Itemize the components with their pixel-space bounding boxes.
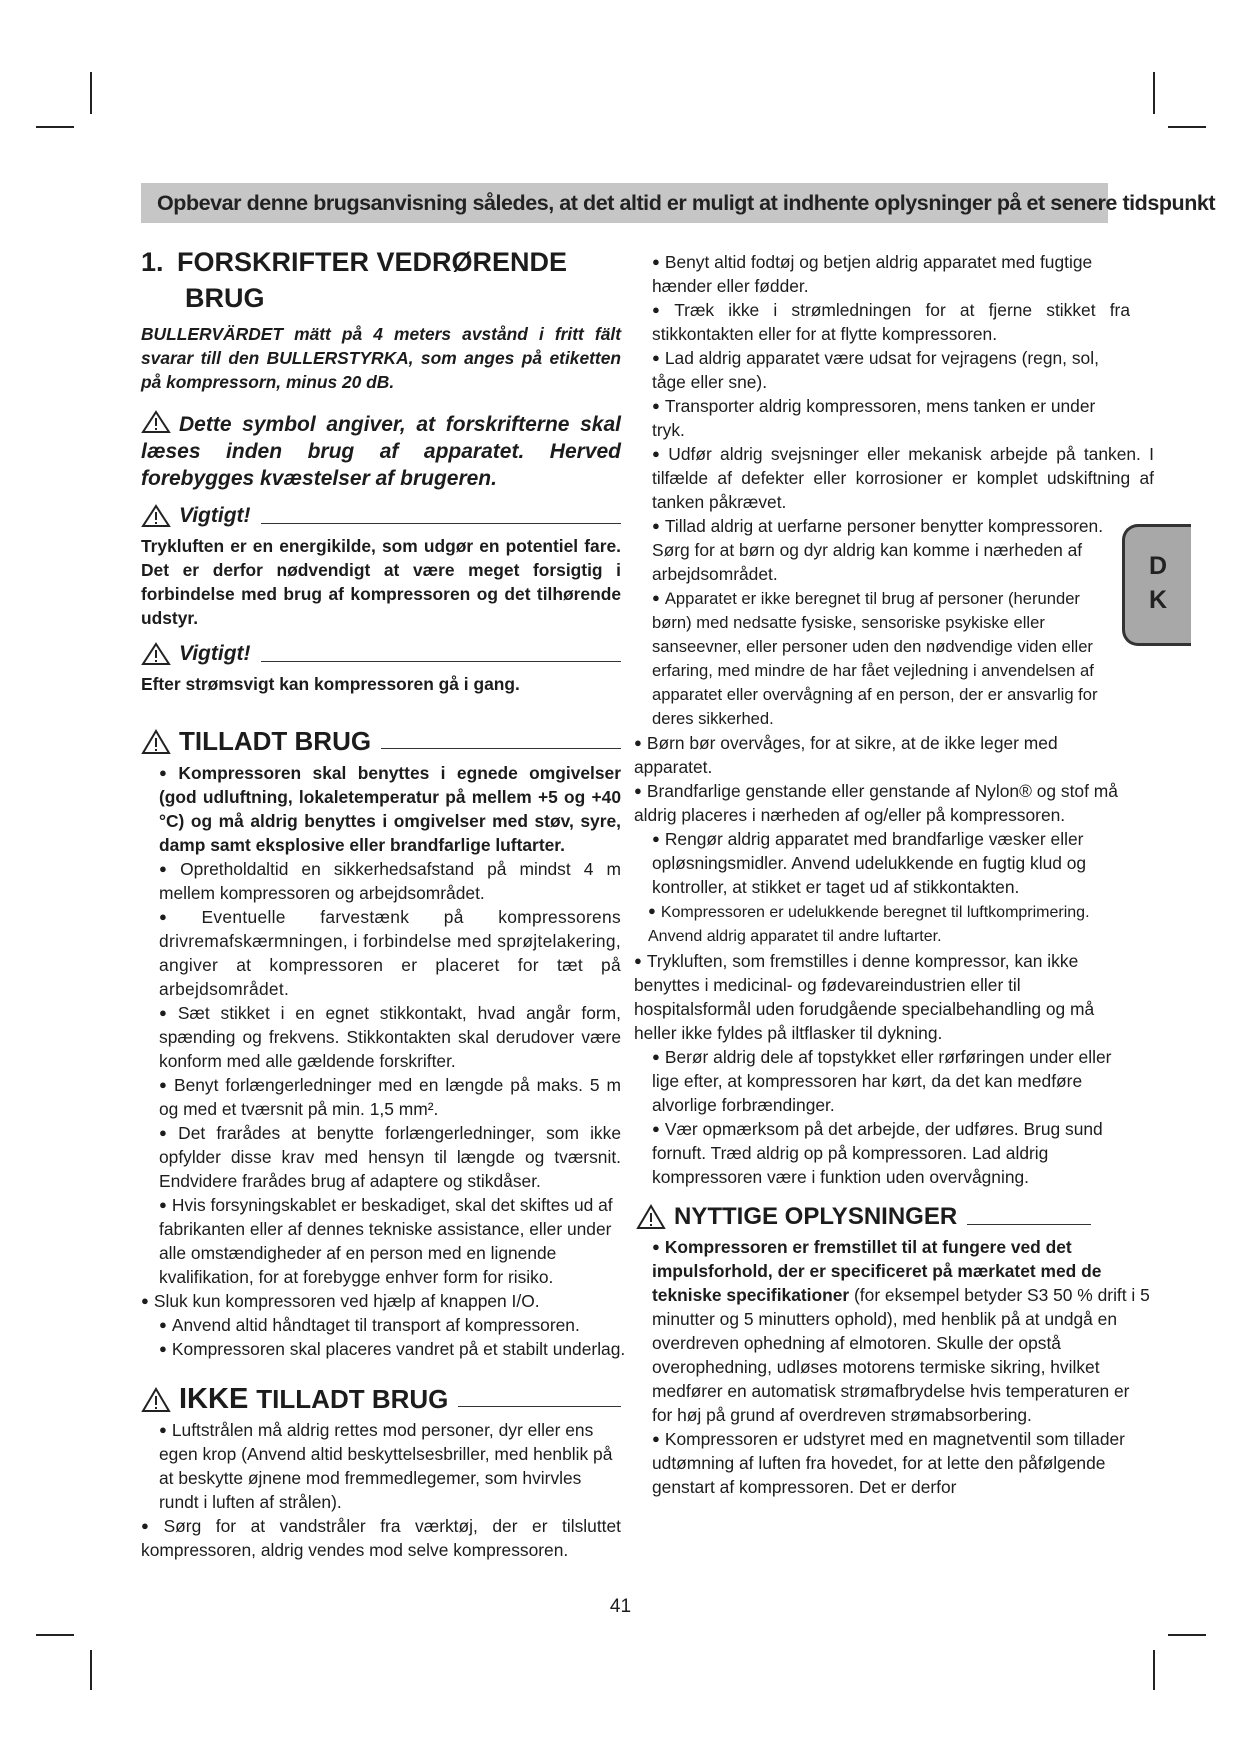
list-item: ● Sluk kun kompressoren ved hjælp af knappen I/O. [141,1291,540,1311]
allowed-use-heading: TILLADT BRUG [141,726,621,757]
warning-triangle-icon [141,642,171,666]
list-item: ● Udfør aldrig svejsninger eller mekanisk arbejde på tanken. I tilfælde af defekter eller korrosioner er komplet udskiftning af tanken påkrævet. [652,444,1154,512]
useful-paragraph-2: ● Kompressoren er udstyret med en magnetventil som tillader udtømning af luften fra hovedet, for at lette den påfølgende genstart af kompressoren. Det er derfor [652,1429,1125,1497]
allowed-list [141,761,626,1361]
heading-rule [967,1210,1091,1225]
warning-triangle-icon [141,410,171,434]
list-item: ● Brandfarlige genstande eller genstande af Nylon® og stof må aldrig placeres i nærheden af og/eller på kompressoren. [634,781,1118,825]
heading-rule [261,647,621,662]
heading-rule [381,734,621,749]
list-item: ● Kompressoren skal placeres vandret på et stabilt underlag. [159,1339,626,1359]
list-item: ● Rengør aldrig apparatet med brandfarlige væsker eller opløsningsmidler. Anvend udelukkende en fugtig klud og kontroller, at stikket er taget ud af stikkontakten. [652,829,1087,897]
list-item: ● Tillad aldrig at uerfarne personer benytter kompressoren. Sørg for at børn og dyr aldrig kan komme i nærheden af arbejdsområdet. [652,516,1104,584]
useful-info-heading: NYTTIGE OPLYSNINGER [636,1203,1091,1231]
list-item: ● Apparatet er ikke beregnet til brug af personer (herunder børn) med nedsatte fysiske, sensoriske psykiske eller sanseevner, eller personer uden den nødvendige viden eller erfaring, med mindre de har fået vejledning i anvendelsen af apparatet eller overvågning af en person, der er ansvarlig for deres sikkerhed. [652,589,1098,728]
crop-mark [1153,1650,1155,1690]
list-item: ● Benyt altid fodtøj og betjen aldrig apparatet med fugtige hænder eller fødder. [652,252,1093,296]
not-allowed-list [141,1418,621,1562]
crop-mark [36,1634,74,1636]
warning-triangle-icon [141,504,171,528]
list-item: ● Sæt stikket i en egnet stikkontakt, hvad angår form, spænding og frekvens. Stikkontakten skal derudover være konform med alle gældende forskrifter. [159,1003,621,1071]
list-item: ● Benyt forlængerledninger med en længde på maks. 5 m og med et tværsnit på min. 1,5 mm². [159,1075,621,1119]
header-banner: Opbevar denne brugsanvisning således, at det altid er muligt at indhente oplysninger på et senere tidspunkt [141,183,1108,223]
useful-paragraph-1: ● Kompressoren er fremstillet til at fungere ved det impulsforhold, der er specificeret på mærkatet med de tekniske specifikationer (for eksempel betyder S3 50 % drift i 5 minutter og 5 minutters ophold), med henblik på at undgå en overdreven ophedning af elmotoren. Skulle der opstå overophedning, udløses motorens termiske sikring, hvilket medfører en automatisk strømafbrydelse hvis temperaturen er for høj på grund af overdreven strømabsorbering. [652,1237,1150,1425]
noise-note: BULLERVÄRDET mätt på 4 meters avstånd i fritt fält svarar till den BULLERSTYRKA, som anges på etiketten på kompressorn, minus 20 dB. [141,324,621,392]
list-item: ● Trykluften, som fremstilles i denne kompressor, kan ikke benyttes i medicinal- og fødevareindustrien eller til hospitalsformål uden forudgående specialbehandling og må heller ikke fyldes på iltflasker til dykning. [634,951,1095,1043]
list-item: ● Træk ikke i strømledningen for at fjerne stikket fra stikkontakten eller for at flytte kompressoren. [652,300,1131,344]
important-text-1: Trykluften er en energikilde, som udgør en potentiel fare. Det er derfor nødvendigt at være meget forsigtig i forbindelse med brug af kompressoren og det tilhørende udstyr. [141,536,621,628]
list-item: ● Lad aldrig apparatet være udsat for vejragens (regn, sol, tåge eller sne). [652,348,1099,392]
crop-mark [1153,72,1155,114]
important-heading-2: Vigtigt! [141,642,621,666]
language-tab: D K [1122,524,1191,646]
list-item: ● Anvend altid håndtaget til transport af kompressoren. [159,1315,580,1335]
warning-triangle-icon [141,729,171,755]
heading-rule [458,1392,621,1407]
page-number: 41 [609,1596,632,1617]
list-item: ● Opretholdaltid en sikkerhedsafstand på mindst 4 m mellem kompressoren og arbejdsområdet. [159,859,621,903]
not-allowed-heading: IKKE TILLADT BRUG [141,1383,621,1416]
list-item: ● Transporter aldrig kompressoren, mens tanken er under tryk. [652,396,1096,440]
crop-mark [36,126,74,128]
list-item: ● Hvis forsyningskablet er beskadiget, skal det skiftes ud af fabrikanten eller af dennes tekniske assistance, eller under alle omstændigheder af en person med en lignende kvalifikation, for at forebygge enhver form for risiko. [159,1195,613,1287]
list-item: ● Sørg for at vandstråler fra værktøj, der er tilsluttet kompressoren, aldrig vendes mod selve kompressoren. [141,1516,621,1560]
crop-mark [1168,1634,1206,1636]
warning-triangle-icon [141,1387,171,1413]
crop-mark [1168,126,1206,128]
right-column [634,250,1154,1499]
safety-list [634,250,1154,1189]
symbol-note: Dette symbol angiver, at forskrifterne skal læses inden brug af apparatet. Herved forebygges kvæstelser af brugeren. [141,410,621,492]
important-text-2: Efter strømsvigt kan kompressoren gå i gang. [141,674,520,694]
left-column [141,244,626,1562]
list-item: ● Kompressoren er udelukkende beregnet til luftkomprimering. Anvend aldrig apparatet til andre luftarter. [648,903,1090,945]
crop-mark [90,72,92,114]
list-item: ● Det frarådes at benytte forlængerledninger, som ikke opfylder disse krav med hensyn til længde og tværsnit. Endvidere frarådes brug af adaptere og stikdåser. [159,1123,621,1191]
list-item: ● Berør aldrig dele af topstykket eller rørføringen under eller lige efter, at kompressoren har kørt, da det kan medføre alvorlige forbrændinger. [652,1047,1112,1115]
heading-rule [261,509,621,524]
warning-triangle-icon [636,1204,666,1230]
crop-mark [90,1650,92,1690]
section-title: 1. FORSKRIFTER VEDRØRENDE BRUG [141,247,568,313]
important-heading-1: Vigtigt! [141,504,621,528]
list-item: ● Kompressoren skal benyttes i egnede omgivelser (god udluftning, lokaletemperatur på mellem +5 og +40 °C) og må aldrig benyttes i omgivelser med støv, syre, damp samt eksplosive eller brandfarlige luftarter. [159,763,621,855]
list-item: ● Børn bør overvåges, for at sikre, at de ikke leger med apparatet. [634,733,1058,777]
list-item: ● Vær opmærksom på det arbejde, der udføres. Brug sund fornuft. Træd aldrig op på kompressoren. Lad aldrig kompressoren være i funktion uden overvågning. [652,1119,1103,1187]
list-item: ● Eventuelle farvestænk på kompressorens drivremafskærmningen, i forbindelse med sprøjtelakering, angiver at kompressoren er placeret for tæt på arbejdsområdet. [159,907,621,999]
list-item: ● Luftstrålen må aldrig rettes mod personer, dyr eller ens egen krop (Anvend altid beskyttelsesbriller, med henblik på at beskytte øjnene mod fremmedlegemer, som hvirvles rundt i luften af strålen). [159,1420,613,1512]
